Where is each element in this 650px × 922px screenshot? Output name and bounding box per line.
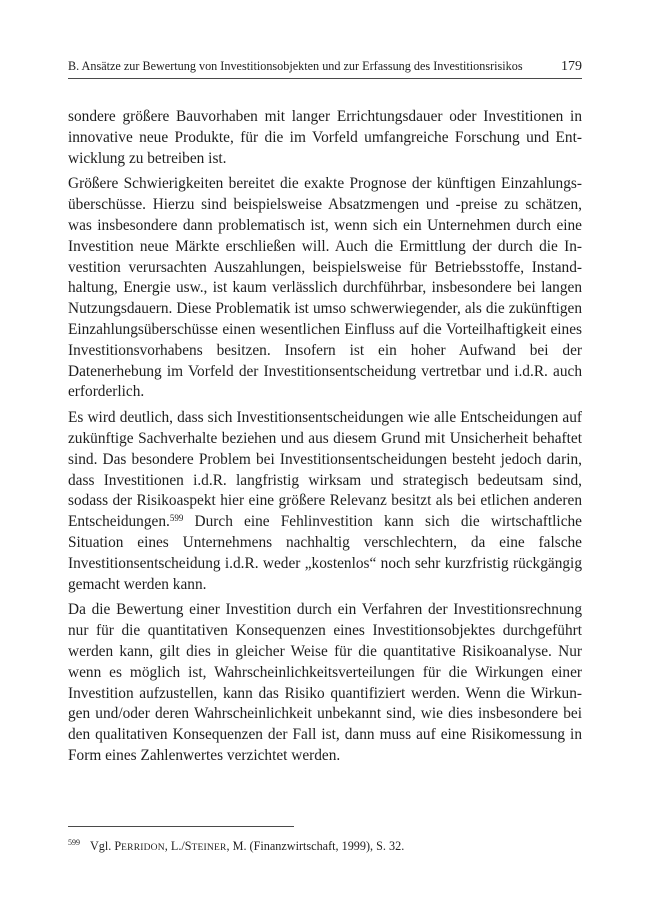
paragraph-3 (68, 408, 582, 595)
footnote-author-1: PERRIDON (114, 839, 165, 853)
footnote-number: 599 (68, 838, 80, 848)
paragraph-3-text-before-footnote: Es wird deutlich, dass sich Investitionsentscheidungen wie alle Entscheidungen auf zukünftige Sachverhalte beziehen und aus diesem Grund mit Unsicherheit behaftet sind. Das besondere Problem bei Investitionsentscheidungen besteht jedoch darin, dass Investitionen i.d.R. langfristig wirksam und strategisch bedeutsam sind, sodass der Risikoaspekt hier eine größere Relevanz besitzt als bei etlichen anderen Entscheidungen. (68, 409, 582, 531)
footnote-prefix: Vgl. (90, 839, 115, 853)
paragraph-4: Da die Bewertung einer Investition durch ein Verfahren der Investitionsrechnung nur für die quantitativen Konsequenzen eines Investitionsobjektes durchgeführt werden kann, gilt dies in gleicher Weise für die quantitative Risikoanalyse. Nur wenn es möglich ist, Wahrscheinlichkeitsverteilungen für die Wirkungen einer Investition aufzustellen, kann das Risiko quantifiziert werden. Wenn die Wirkungen und/oder deren Wahrscheinlichkeit unbekannt sind, wie dies insbesondere bei den qualitativen Konsequenzen der Fall ist, dann muss auf eine Risikomessung in Form eines Zahlenwertes verzichtet werden. (68, 601, 582, 764)
header-rule (68, 78, 582, 79)
running-head-title: B. Ansätze zur Bewertung von Investitionsobjekten und zur Erfassung des Investitionsrisikos (68, 59, 523, 73)
footnote-reference: 599 (169, 513, 184, 524)
page-number: 179 (561, 59, 582, 74)
running-head (68, 58, 582, 75)
paragraph-2: Größere Schwierigkeiten bereitet die exakte Prognose der künftigen Einzahlungsüberschüsse. Hierzu sind beispielsweise Absatzmengen und -preise zu schätzen, was insbesondere dann problematisch ist, wenn sich ein Unternehmen durch eine Investition neue Märkte erschließen will. Auch die Ermittlung der durch die Investition verursachten Auszahlungen, beispielsweise für Betriebsstoffe, Instandhaltung, Energie usw., ist kaum verlässlich durchführbar, insbesondere bei langen Nutzungsdauern. Diese Problematik ist umso schwerwiegender, als die zukünftigen Einzahlungsüberschüsse einen wesentlichen Einfluss auf die Vorteilhaftigkeit eines Investitionsvorhabens besitzen. Insofern ist ein hoher Aufwand bei der Datenerhebung im Vorfeld der Investitionsentscheidung vertretbar und i.d.R. auch erforderlich. (68, 175, 582, 401)
paragraph-3-text-after-footnote: Durch eine Fehlinvestition kann sich die wirtschaftliche Situation eines Unternehmens nachhaltig verschlechtern, da eine falsche Investitionsentscheidung i.d.R. weder „kostenlos“ noch sehr kurzfristig rückgängig gemacht werden kann. (68, 513, 582, 593)
footnote (68, 838, 582, 856)
paragraph-1: sondere größere Bauvorhaben mit langer Errichtungsdauer oder Investitionen in innovative neue Produkte, für die im Vorfeld umfangreiche Forschung und Entwicklung zu betreiben ist. (68, 108, 582, 167)
footnote-citation: , M. (Finanzwirtschaft, 1999), S. 32. (226, 839, 405, 853)
footnote-author-2: STEINER (184, 839, 227, 853)
main-text (68, 107, 582, 772)
footnote-author-separator: , L./ (164, 839, 185, 853)
footnote-separator (68, 826, 294, 827)
